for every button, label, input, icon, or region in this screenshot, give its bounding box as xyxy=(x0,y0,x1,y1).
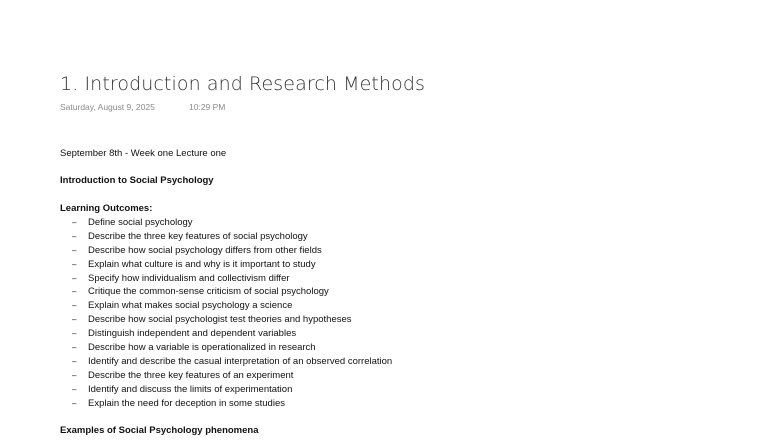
list-item-text[interactable]: Describe how social psychology differs from other fields xyxy=(88,244,322,256)
list-item-text[interactable]: Specify how individualism and collectivism differ xyxy=(88,272,290,284)
section-heading-examples[interactable]: Examples of Social Psychology phenomena xyxy=(60,425,259,436)
list-item-text[interactable]: Describe how a variable is operationalized in research xyxy=(88,342,316,354)
list-item-text[interactable]: Describe the three key features of an experiment xyxy=(88,369,294,381)
dash-bullet-icon: – xyxy=(72,259,77,269)
list-item-text[interactable]: Explain what makes social psychology a science xyxy=(88,300,293,312)
list-item-text[interactable]: Explain what culture is and why is it important to study xyxy=(88,258,316,270)
dash-bullet-icon: – xyxy=(72,245,77,255)
note-time: 10:29 PM xyxy=(189,102,226,112)
dash-bullet-icon: – xyxy=(72,384,77,394)
dash-bullet-icon: – xyxy=(72,273,77,283)
list-item-text[interactable]: Define social psychology xyxy=(88,217,193,228)
section-heading-outcomes[interactable]: Learning Outcomes: xyxy=(60,203,153,214)
dash-bullet-icon: – xyxy=(72,370,77,380)
list-item-text[interactable]: Identify and discuss the limits of experimentation xyxy=(88,383,293,395)
note-date: Saturday, August 9, 2025 xyxy=(60,102,155,112)
dash-bullet-icon: – xyxy=(72,398,77,408)
dash-bullet-icon: – xyxy=(72,329,77,339)
dash-bullet-icon: – xyxy=(72,231,77,241)
dash-bullet-icon: – xyxy=(72,301,77,311)
section-heading-intro[interactable]: Introduction to Social Psychology xyxy=(60,175,214,186)
dash-bullet-icon: – xyxy=(72,343,77,353)
list-item-text[interactable]: Describe the three key features of social psychology xyxy=(88,230,308,242)
list-item-text[interactable]: Identify and describe the casual interpretation of an observed correlation xyxy=(88,355,393,367)
dash-bullet-icon: – xyxy=(72,218,77,227)
dash-bullet-icon: – xyxy=(72,356,77,366)
lecture-subtitle[interactable]: September 8th - Week one Lecture one xyxy=(60,148,227,159)
list-item-text[interactable]: Explain the need for deception in some studies xyxy=(88,397,285,409)
page-title[interactable]: 1. Introduction and Research Methods xyxy=(60,73,425,95)
list-item-text[interactable]: Describe how social psychologist test theories and hypotheses xyxy=(88,314,352,326)
dash-bullet-icon: – xyxy=(72,287,77,297)
dash-bullet-icon: – xyxy=(72,315,77,325)
list-item-text[interactable]: Critique the common-sense criticism of social psychology xyxy=(88,286,329,298)
list-item-text[interactable]: Distinguish independent and dependent variables xyxy=(88,328,297,340)
